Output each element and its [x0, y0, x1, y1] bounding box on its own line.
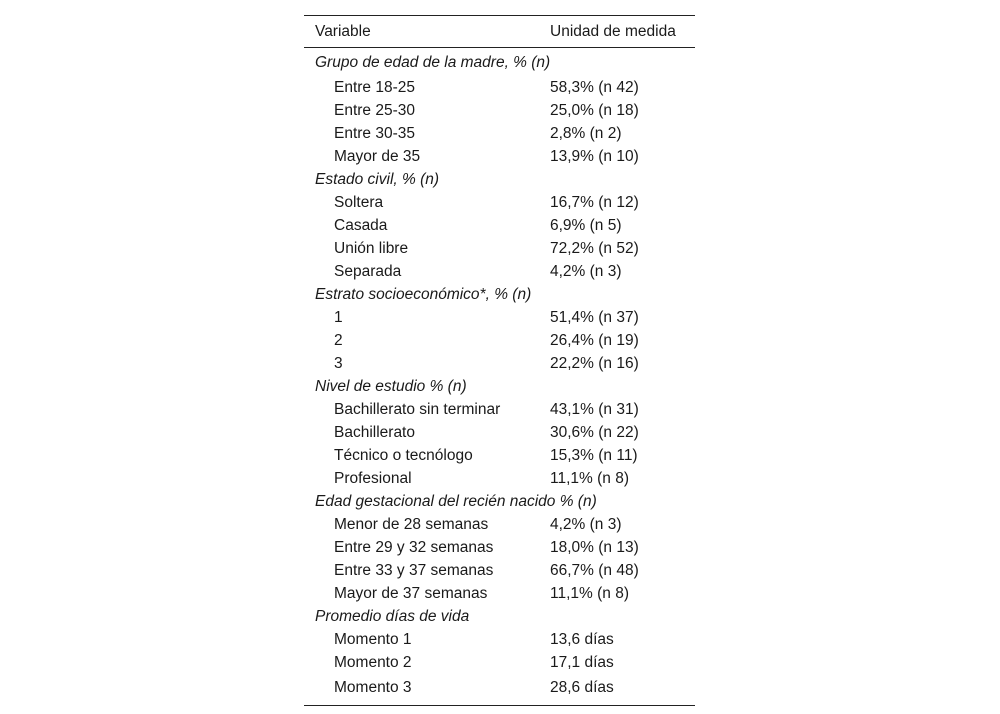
section-row [304, 605, 695, 628]
table-row [304, 467, 695, 490]
row-value: 15,3% (n 11) [550, 446, 638, 464]
row-value: 30,6% (n 22) [550, 423, 639, 441]
row-label: 2 [334, 331, 343, 349]
section-row [304, 168, 695, 191]
section-title: Estrato socioeconómico*, % (n) [315, 285, 532, 303]
row-value: 43,1% (n 31) [550, 400, 639, 418]
table-row [304, 191, 695, 214]
row-value: 11,1% (n 8) [550, 584, 629, 602]
table-row [304, 582, 695, 605]
table-row [304, 329, 695, 352]
table-row [304, 145, 695, 168]
table-row [304, 513, 695, 536]
row-label: Técnico o tecnólogo [334, 446, 473, 464]
table-row [304, 628, 695, 651]
row-label: 3 [334, 354, 343, 372]
row-label: Momento 2 [334, 653, 412, 671]
row-value: 4,2% (n 3) [550, 515, 622, 533]
row-label: 1 [334, 308, 343, 326]
row-value: 16,7% (n 12) [550, 193, 639, 211]
table-row [304, 99, 695, 122]
table-row [304, 306, 695, 329]
section-title: Edad gestacional del recién nacido % (n) [315, 492, 597, 510]
row-label: Profesional [334, 469, 412, 487]
row-label: Momento 1 [334, 630, 412, 648]
row-label: Entre 30-35 [334, 124, 415, 142]
section-title: Estado civil, % (n) [315, 170, 440, 188]
row-value: 13,9% (n 10) [550, 147, 639, 165]
header-unit: Unidad de medida [540, 16, 695, 48]
row-value: 18,0% (n 13) [550, 538, 639, 556]
section-row [304, 283, 695, 306]
row-value: 4,2% (n 3) [550, 262, 622, 280]
table-row [304, 651, 695, 674]
row-label: Separada [334, 262, 402, 280]
row-value: 17,1 días [550, 653, 614, 671]
row-label: Entre 25-30 [334, 101, 415, 119]
table-row [304, 352, 695, 375]
table-row [304, 674, 695, 706]
row-value: 66,7% (n 48) [550, 561, 639, 579]
section-title: Promedio días de vida [315, 607, 470, 625]
row-label: Bachillerato sin terminar [334, 400, 501, 418]
header-variable: Variable [304, 16, 540, 48]
table-row [304, 260, 695, 283]
row-label: Casada [334, 216, 388, 234]
section-row [304, 375, 695, 398]
row-value: 13,6 días [550, 630, 614, 648]
table-row [304, 214, 695, 237]
row-value: 22,2% (n 16) [550, 354, 639, 372]
row-value: 11,1% (n 8) [550, 469, 629, 487]
header-row [304, 16, 695, 48]
table-body [304, 48, 695, 706]
row-label: Momento 3 [304, 674, 540, 706]
row-label: Entre 29 y 32 semanas [334, 538, 494, 556]
table-row [304, 76, 695, 99]
row-label: Soltera [334, 193, 384, 211]
table-row [304, 536, 695, 559]
row-value: 28,6 días [540, 674, 695, 706]
row-label: Mayor de 37 semanas [334, 584, 488, 602]
table-row [304, 559, 695, 582]
row-label: Unión libre [334, 239, 409, 257]
data-table-container [304, 15, 695, 706]
demographics-table [304, 15, 695, 706]
row-label: Mayor de 35 [334, 147, 421, 165]
row-value: 58,3% (n 42) [550, 78, 639, 96]
table-row [304, 237, 695, 260]
row-value: 25,0% (n 18) [550, 101, 639, 119]
table-row [304, 122, 695, 145]
row-value: 72,2% (n 52) [550, 239, 639, 257]
row-value: 6,9% (n 5) [550, 216, 622, 234]
row-label: Entre 33 y 37 semanas [334, 561, 494, 579]
section-title: Grupo de edad de la madre, % (n) [315, 54, 551, 71]
row-label: Bachillerato [334, 423, 415, 441]
table-row [304, 421, 695, 444]
row-label: Menor de 28 semanas [334, 515, 489, 533]
row-value: 26,4% (n 19) [550, 331, 639, 349]
table-row [304, 444, 695, 467]
row-value: 2,8% (n 2) [550, 124, 622, 142]
section-title: Nivel de estudio % (n) [315, 377, 467, 395]
row-value: 51,4% (n 37) [550, 308, 639, 326]
section-row [304, 48, 695, 77]
table-row [304, 398, 695, 421]
section-row [304, 490, 695, 513]
table-header [304, 16, 695, 48]
row-label: Entre 18-25 [334, 78, 415, 96]
